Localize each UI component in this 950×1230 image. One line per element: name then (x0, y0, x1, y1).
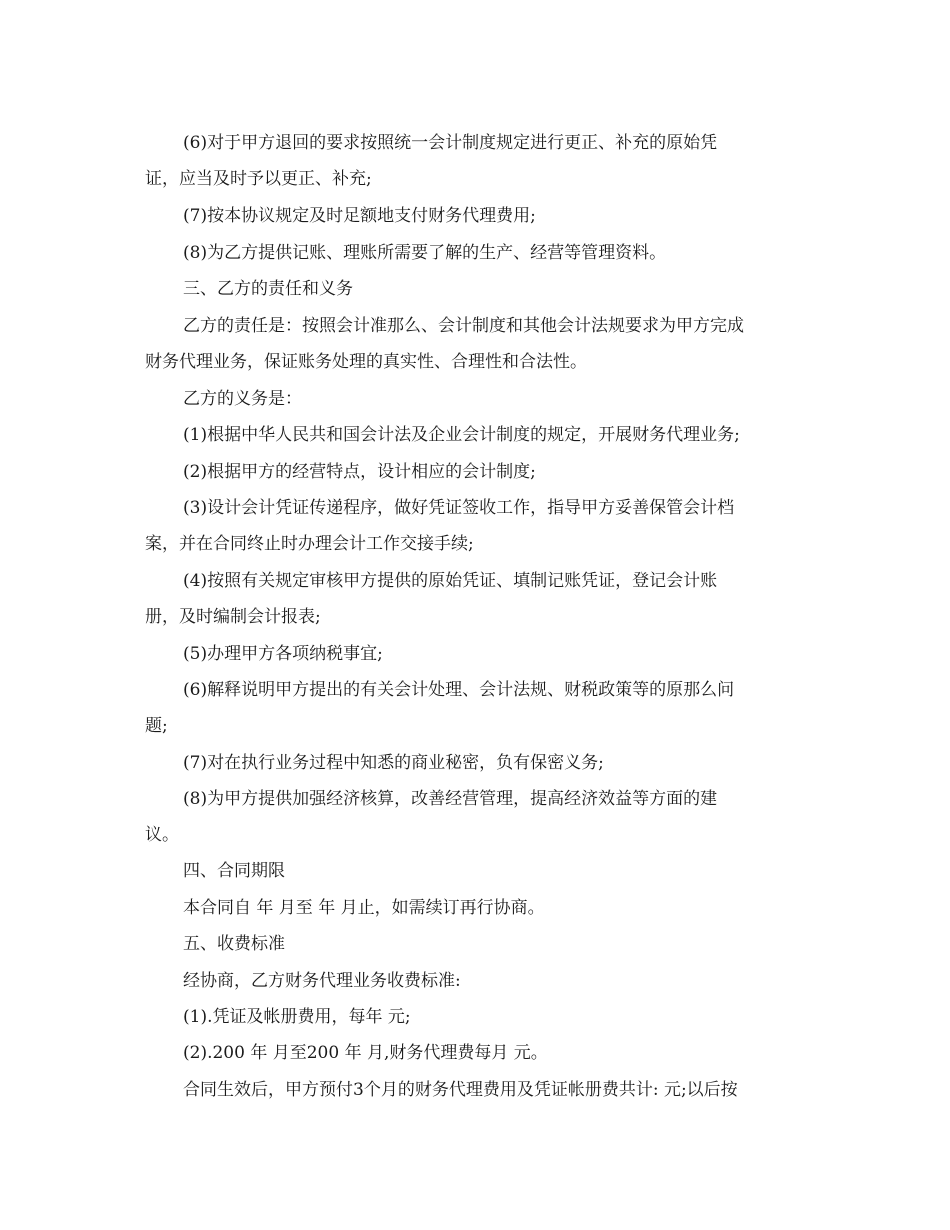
paragraph-line: (8)为乙方提供记账、理账所需要了解的生产、经营等管理资料。 (183, 243, 667, 263)
paragraph-line: 乙方的义务是： (183, 389, 302, 409)
section-heading: 三、乙方的责任和义务 (183, 279, 353, 299)
section-heading: 四、合同期限 (183, 861, 285, 881)
section-heading: 五、收费标准 (183, 934, 285, 954)
paragraph-line: (1)根据中华人民共和国会计法及企业会计制度的规定，开展财务代理业务; (183, 425, 740, 445)
paragraph-line: 证，应当及时予以更正、补充; (145, 169, 372, 189)
paragraph-line: 议。 (145, 825, 179, 845)
paragraph-line: 册，及时编制会计报表; (145, 607, 321, 627)
paragraph-line: 题; (145, 716, 168, 736)
paragraph-line: (3)设计会计凭证传递程序，做好凭证签收工作，指导甲方妥善保管会计档 (183, 498, 735, 518)
paragraph-line: (6)对于甲方退回的要求按照统一会计制度规定进行更正、补充的原始凭 (183, 133, 718, 153)
paragraph-line: 本合同自 年 月至 年 月止，如需续订再行协商。 (183, 898, 545, 918)
paragraph-line: (7)按本协议规定及时足额地支付财务代理费用; (183, 206, 536, 226)
paragraph-line: (2).200 年 月至200 年 月,财务代理费每月 元。 (183, 1043, 548, 1063)
paragraph-line: (4)按照有关规定审核甲方提供的原始凭证、填制记账凭证，登记会计账 (183, 571, 718, 591)
paragraph-line: (5)办理甲方各项纳税事宜; (183, 644, 383, 664)
paragraph-line: 案，并在合同终止时办理会计工作交接手续; (145, 534, 474, 554)
paragraph-line: (1).凭证及帐册费用，每年 元; (183, 1007, 411, 1027)
paragraph-line: (7)对在执行业务过程中知悉的商业秘密，负有保密义务; (183, 753, 604, 773)
paragraph-line: (2)根据甲方的经营特点，设计相应的会计制度; (183, 462, 536, 482)
paragraph-line: 经协商，乙方财务代理业务收费标准: (183, 971, 461, 991)
paragraph-line: (8)为甲方提供加强经济核算，改善经营管理，提高经济效益等方面的建 (183, 789, 718, 809)
paragraph-line: 财务代理业务，保证账务处理的真实性、合理性和合法性。 (145, 352, 587, 372)
paragraph-line: 乙方的责任是：按照会计准那么、会计制度和其他会计法规要求为甲方完成 (183, 316, 744, 336)
paragraph-line: 合同生效后，甲方预付3个月的财务代理费用及凭证帐册费共计: 元;以后按 (183, 1080, 738, 1100)
paragraph-line: (6)解释说明甲方提出的有关会计处理、会计法规、财税政策等的原那么问 (183, 680, 735, 700)
